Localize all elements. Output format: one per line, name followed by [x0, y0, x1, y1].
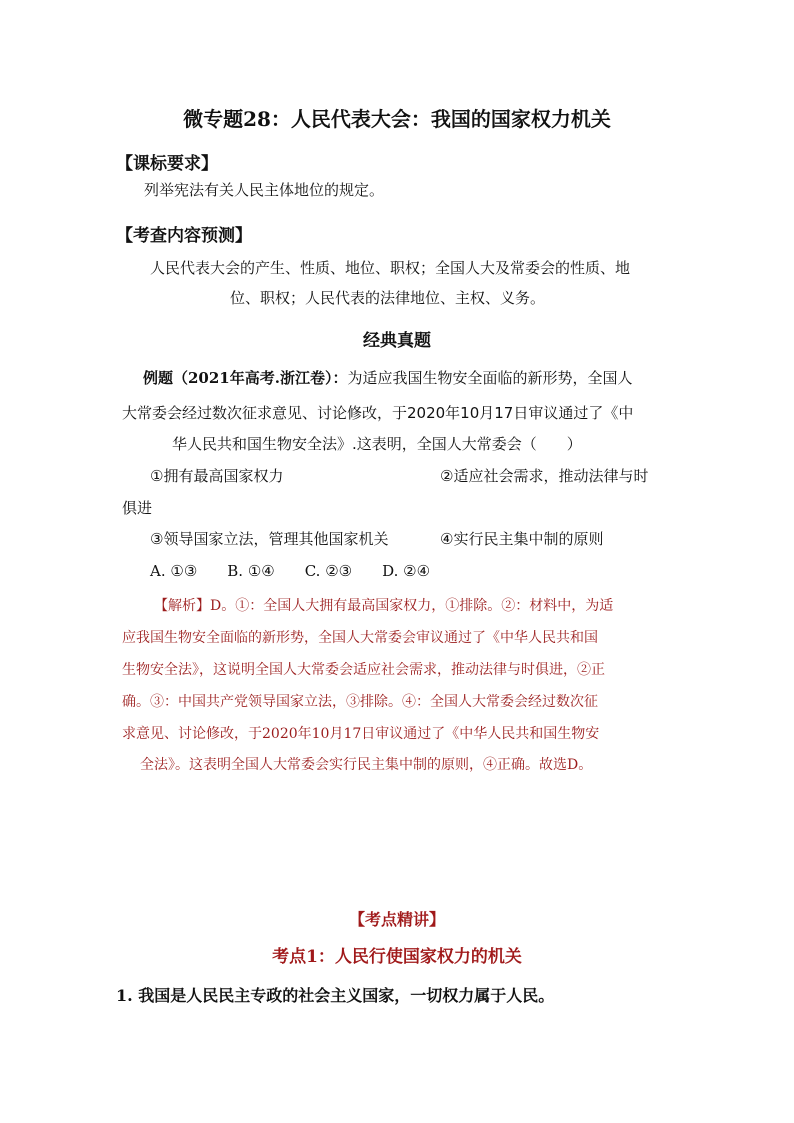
example-line-3: 华人民共和国生物安全法》.这表明，全国人大常委会（ ）	[172, 435, 582, 453]
analysis-line-4: 确。③：中国共产党领导国家立法，③排除。④：全国人大常委会经过数次征	[122, 694, 598, 710]
classic-heading: 经典真题	[363, 331, 431, 351]
option-2-continued: 俱进	[122, 499, 153, 517]
answer-choices: A. ①③ B. ①④ C. ②③ D. ②④	[150, 562, 431, 580]
example-line-1	[143, 369, 633, 387]
analysis-line-6: 全法》。这表明全国人大常委会实行民主集中制的原则，④正确。故选D。	[140, 757, 593, 773]
point-1-item-1: 1. 我国是人民民主专政的社会主义国家，一切权力属于人民。	[116, 986, 555, 1005]
option-2: ②适应社会需求，推动法律与时	[440, 467, 649, 485]
point-1-title	[0, 942, 794, 967]
analysis-line-1: 【解析】D。①：全国人大拥有最高国家权力，①排除。②：材料中，为适	[154, 598, 614, 614]
option-1: ①拥有最高国家权力	[150, 467, 284, 485]
option-3: ③领导国家立法，管理其他国家机关	[150, 530, 389, 548]
analysis-line-2: 应我国生物安全面临的新形势，全国人大常委会审议通过了《中华人民共和国	[122, 630, 598, 646]
forecast-line-2: 位、职权；人民代表的法律地位、主权、义务。	[230, 289, 546, 307]
forecast-line-1: 人民代表大会的产生、性质、地位、职权；全国人大及常委会的性质、地	[150, 259, 631, 277]
point-1-name: 人民行使国家权力的机关	[334, 947, 522, 967]
option-4: ④实行民主集中制的原则	[440, 530, 604, 548]
page-title: 微专题28：人民代表大会：我国的国家权力机关	[183, 107, 611, 131]
curriculum-text: 列举宪法有关人民主体地位的规定。	[144, 181, 385, 199]
point-1-label: 考点1：	[272, 947, 335, 967]
analysis-line-5: 求意见、讨论修改，于2020年10月17日审议通过了《中华人民共和国生物安	[122, 726, 600, 742]
example-label: 例题（2021年高考.浙江卷）：	[143, 369, 348, 387]
curriculum-heading: 【课标要求】	[116, 154, 218, 174]
forecast-heading: 【考查内容预测】	[116, 226, 252, 246]
analysis-line-3: 生物安全法》，这说明全国人大常委会适应社会需求，推动法律与时俱进，②正	[122, 662, 605, 678]
example-line-1-text: 为适应我国生物安全面临的新形势，全国人	[347, 369, 633, 387]
example-line-2: 大常委会经过数次征求意见、讨论修改，于2020年10月17日审议通过了《中	[122, 404, 634, 422]
points-heading: 【考点精讲】	[348, 910, 445, 929]
